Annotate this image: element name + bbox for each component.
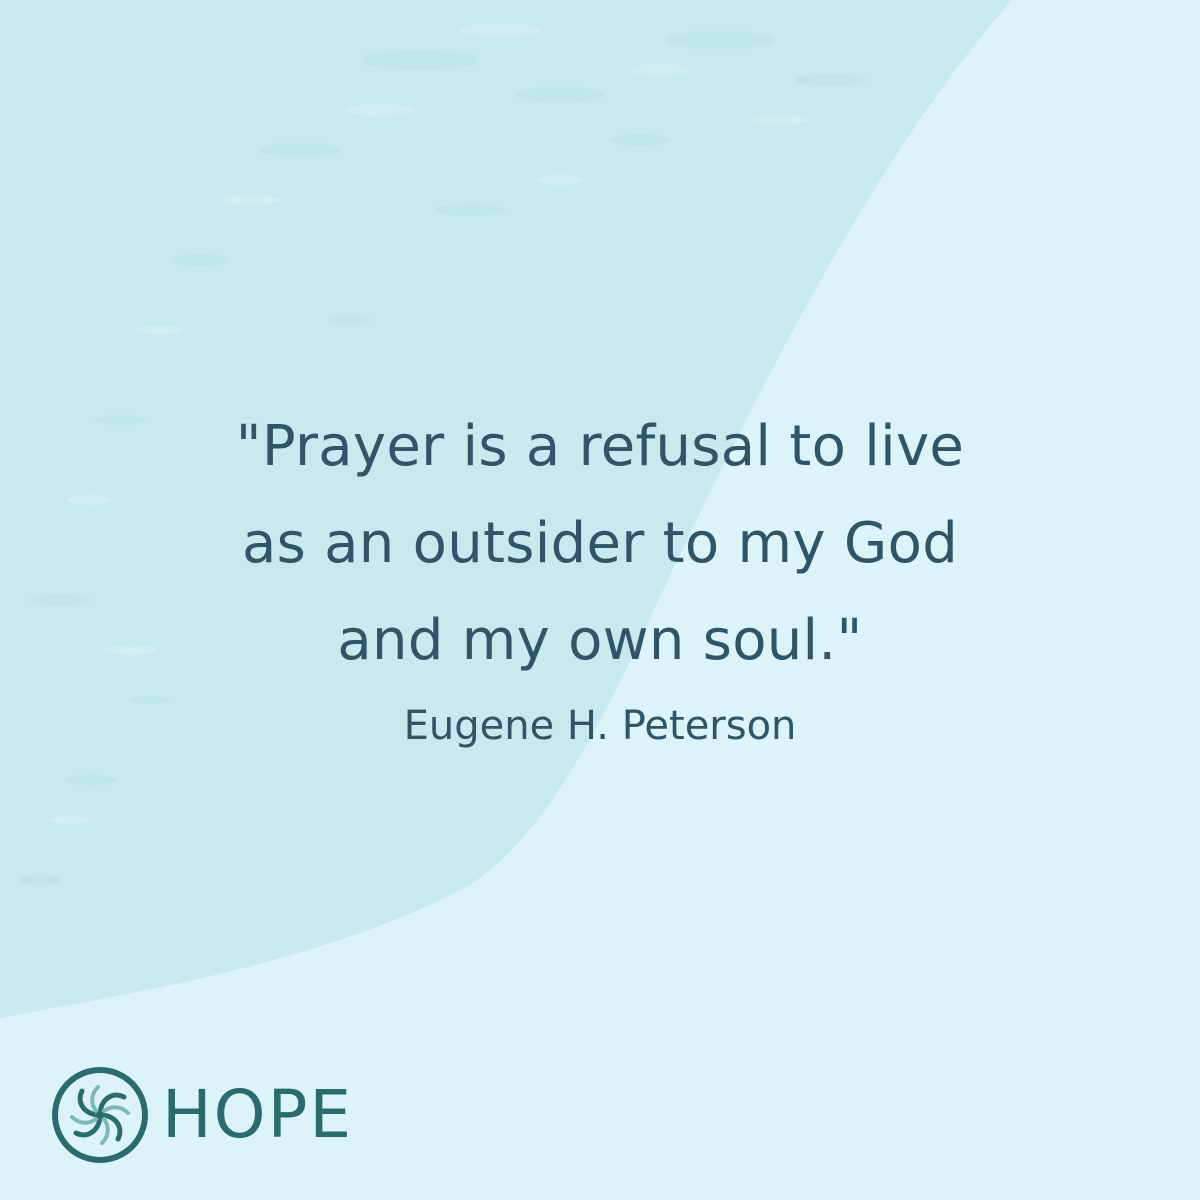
brand-name: HOPE (162, 1076, 354, 1153)
quote-author: Eugene H. Peterson (403, 703, 797, 749)
quote-line-3: and my own soul." (337, 608, 863, 673)
swirl-circle-icon (50, 1065, 150, 1165)
quote-line-1: "Prayer is a refusal to live (235, 414, 965, 479)
quote-block (100, 398, 1100, 753)
brand-logo (50, 1065, 353, 1165)
quote-text (100, 398, 1100, 689)
quote-line-2: as an outsider to my God (241, 511, 959, 576)
